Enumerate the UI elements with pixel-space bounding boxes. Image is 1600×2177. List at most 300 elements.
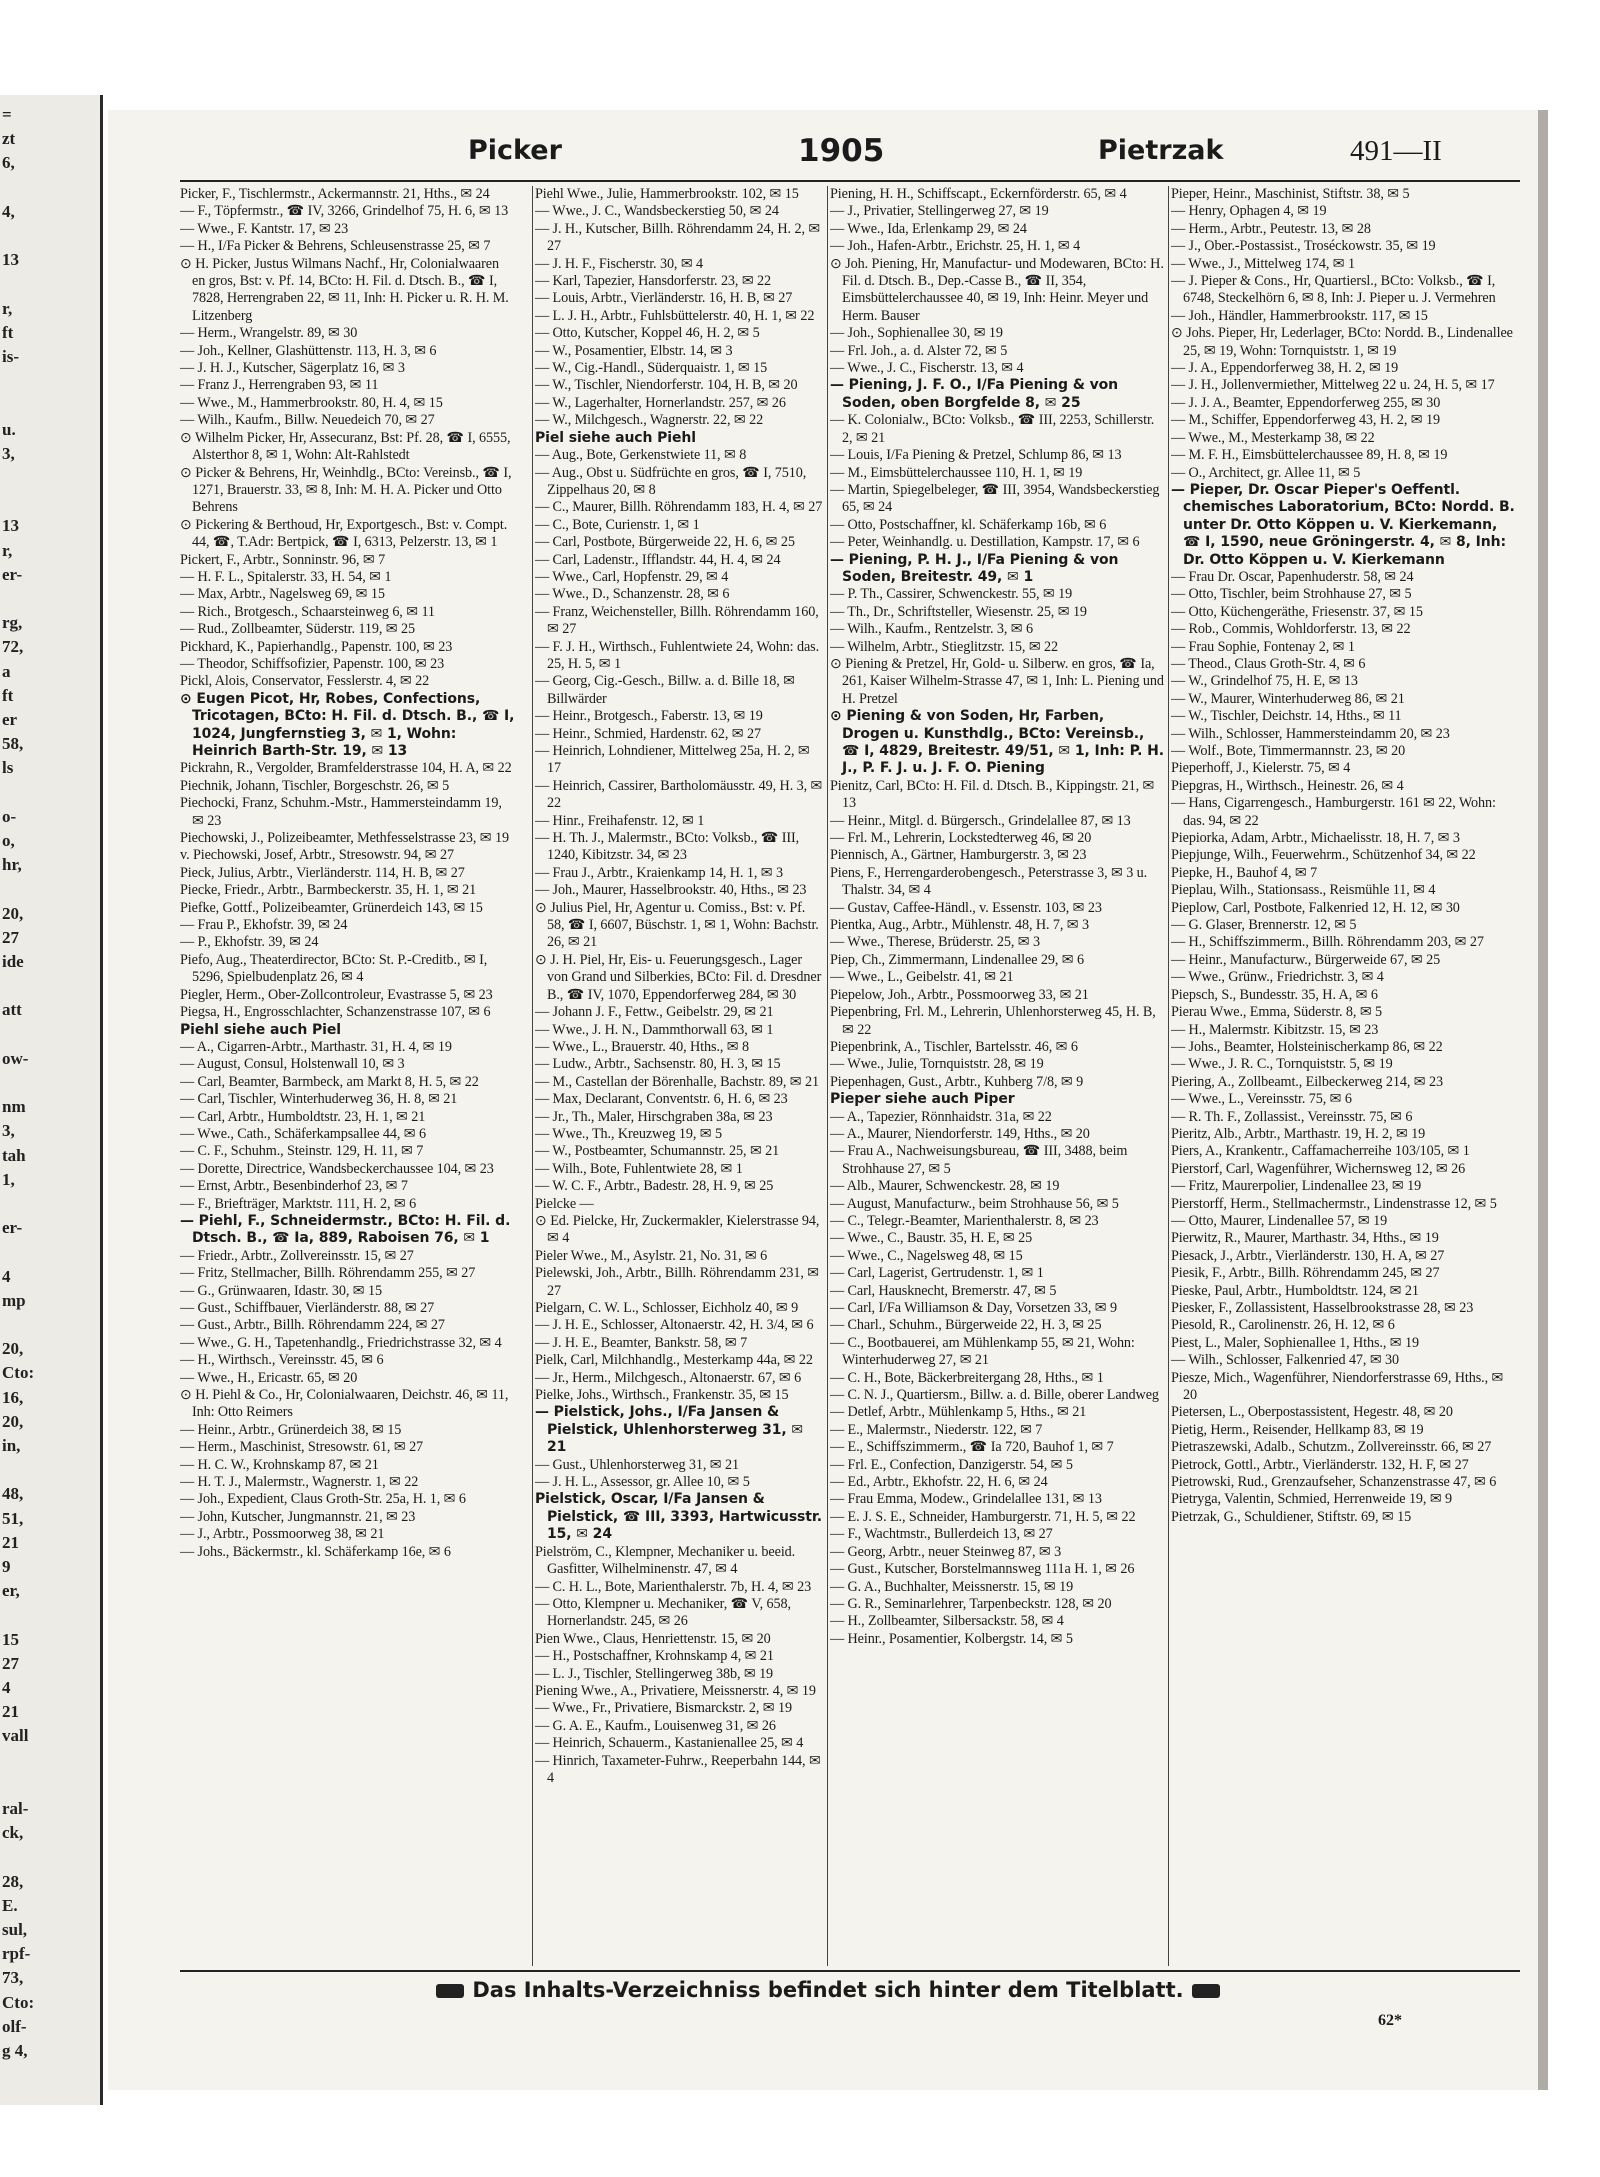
- directory-entry: — Louis, Arbtr., Vierländerstr. 16, H. B, ✉ 27: [535, 290, 793, 307]
- directory-entry: — Heinr., Arbtr., Grünerdeich 38, ✉ 15: [180, 1421, 402, 1438]
- directory-entry: — Wwe., Julie, Tornquiststr. 28, ✉ 19: [830, 1056, 1044, 1073]
- adjacent-page-fragment: 15: [2, 1629, 19, 1649]
- directory-entry: ⊙ Piening & Pretzel, Hr, Gold- u. Silberw. en gros, ☎ Ia, 261, Kaiser Wilhelm-Strasse 47, ✉ 1, Inh: L. Piening und H. Pretzel: [830, 655, 1164, 707]
- directory-entry: — Heinr., Posamentier, Kolbergstr. 14, ✉ 5: [830, 1630, 1073, 1647]
- directory-entry: — Wilh., Bote, Fuhlentwiete 28, ✉ 1: [535, 1160, 743, 1177]
- directory-entry: Pietraszewski, Adalb., Schutzm., Zollvereinsstr. 66, ✉ 27: [1171, 1439, 1492, 1456]
- directory-entry: — Wwe., Th., Kreuzweg 19, ✉ 5: [535, 1125, 722, 1142]
- directory-entry: Piesze, Mich., Wagenführer, Niendorferstrasse 69, Hths., ✉ 20: [1171, 1369, 1504, 1404]
- directory-entry: — Frau Dr. Oscar, Papenhuderstr. 58, ✉ 24: [1171, 568, 1414, 585]
- adjacent-page-fragment: olf-: [2, 2016, 27, 2036]
- column-divider: [827, 186, 828, 1966]
- directory-entry: — Wilhelm, Arbtr., Stieglitzstr. 15, ✉ 22: [830, 638, 1059, 655]
- directory-entry: — W., Lagerhalter, Hornerlandstr. 257, ✉ 26: [535, 394, 786, 411]
- directory-entry: — Otto, Klempner u. Mechaniker, ☎ V, 658, Hornerlandstr. 245, ✉ 26: [535, 1595, 791, 1630]
- adjacent-page-fragment: o,: [2, 831, 15, 850]
- page-header: [108, 135, 1548, 175]
- directory-entry: Pierwitz, R., Maurer, Marthastr. 34, Hths., ✉ 19: [1171, 1230, 1439, 1247]
- directory-entry: — W., Maurer, Winterhuderweg 86, ✉ 21: [1171, 690, 1405, 707]
- directory-entry: — W., Cig.-Handl., Süderquaistr. 1, ✉ 15: [535, 360, 768, 377]
- directory-entry: — Martin, Spiegelbeleger, ☎ III, 3954, Wandsbeckerstieg 65, ✉ 24: [830, 481, 1160, 516]
- directory-entry: — Johann J. F., Fettw., Geibelstr. 29, ✉ 21: [535, 1004, 774, 1021]
- adjacent-page-fragment: 4: [2, 1678, 11, 1697]
- directory-entry: ⊙ Johs. Pieper, Hr, Lederlager, BCto: Nordd. B., Lindenallee 25, ✉ 19, Wohn: Tornquiststr. 1, ✉ 19: [1171, 325, 1513, 359]
- adjacent-page-fragment: 4,: [2, 201, 15, 221]
- directory-entry: Pieplow, Carl, Postbote, Falkenried 12, H. 12, ✉ 30: [1171, 899, 1460, 916]
- directory-entry: — Pieper, Dr. Oscar Pieper's Oeffentl. chemisches Laboratorium, BCto: Nordd. B. unter Dr. Otto Köppen u. V. Kierkemann, ☎ I, 1590, neue Gröningerstr. 4, ✉ 8, Inh: Dr. Otto Köppen u. V. Kierkemann: [1171, 481, 1515, 568]
- directory-entry: — Heinr., Manufacturw., Bürgerweide 67, ✉ 25: [1171, 951, 1441, 968]
- directory-entry: — Johs., Bäckermstr., kl. Schäferkamp 16e, ✉ 6: [180, 1543, 451, 1560]
- directory-entry: — F. J. H., Wirthsch., Fuhlentwiete 24, Wohn: das. 25, H. 5, ✉ 1: [535, 638, 820, 672]
- directory-entry: — J., Ober.-Postassist., Troséckowstr. 35, ✉ 19: [1171, 238, 1436, 255]
- directory-entry: — Th., Dr., Schriftsteller, Wiesenstr. 25, ✉ 19: [830, 603, 1087, 620]
- directory-entry: Pickhard, K., Papierhandlg., Papenstr. 100, ✉ 23: [180, 638, 453, 655]
- header-year: 1905: [798, 133, 885, 169]
- directory-entry: — Carl, Lagerist, Gertrudenstr. 1, ✉ 1: [830, 1265, 1044, 1282]
- directory-entry: — H. T. J., Malermstr., Wagnerstr. 1, ✉ 22: [180, 1474, 419, 1491]
- directory-entry: — Theod., Claus Groth-Str. 4, ✉ 6: [1171, 655, 1366, 672]
- directory-entry: — Carl, Ladenstr., Ifflandstr. 44, H. 4, ✉ 24: [535, 551, 781, 568]
- directory-page: [108, 110, 1548, 2090]
- directory-entry: — G., Grünwaaren, Idastr. 30, ✉ 15: [180, 1282, 382, 1299]
- directory-entry: — Wilh., Schlosser, Hammersteindamm 20, ✉ 23: [1171, 725, 1450, 742]
- directory-entry: — Carl, Tischler, Winterhuderweg 36, H. 8, ✉ 21: [180, 1091, 458, 1108]
- directory-entry: — Gust., Arbtr., Billh. Röhrendamm 224, ✉ 27: [180, 1317, 445, 1334]
- directory-entry: — Joh., Hafen-Arbtr., Erichstr. 25, H. 1, ✉ 4: [830, 238, 1081, 255]
- directory-entry: ⊙ Piening & von Soden, Hr, Farben, Drogen u. Kunsthdlg., BCto: Vereinsb., ☎ I, 4829, Breitestr. 49/51, ✉ 1, Inh: P. H. J., P. F. J. u. J. F. O. Piening: [830, 708, 1164, 777]
- directory-entry: — Detlef, Arbtr., Mühlenkamp 5, Hths., ✉ 21: [830, 1404, 1087, 1421]
- adjacent-page-fragment: 20,: [2, 903, 24, 923]
- directory-entry: Piest, L., Maler, Sophienallee 1, Hths., ✉ 19: [1171, 1334, 1419, 1351]
- directory-entry: ⊙ J. H. Piel, Hr, Eis- u. Feuerungsgesch., Lager von Grand und Silberkies, BCto: Fil. d. Dresdner B., ☎ IV, 1070, Eppendorferweg 284, ✉ 30: [535, 951, 822, 1003]
- directory-entry: — Charl., Schuhm., Bürgerweide 22, H. 3, ✉ 25: [830, 1317, 1102, 1334]
- directory-entry: — G. A., Buchhalter, Meissnerstr. 15, ✉ 19: [830, 1578, 1074, 1595]
- adjacent-page-fragment: 48,: [2, 1484, 24, 1504]
- directory-entry: — O., Architect, gr. Allee 11, ✉ 5: [1171, 464, 1361, 481]
- directory-entry: — Herm., Arbtr., Peutestr. 13, ✉ 28: [1171, 220, 1371, 237]
- directory-entry: Piechocki, Franz, Schuhm.-Mstr., Hammersteindamm 19, ✉ 23: [180, 795, 502, 829]
- directory-entry: — G. Glaser, Brennerstr. 12, ✉ 5: [1171, 917, 1357, 934]
- directory-entry: — Karl, Tapezier, Hansdorferstr. 23, ✉ 22: [535, 273, 772, 290]
- directory-entry: Pielgarn, C. W. L., Schlosser, Eichholz 40, ✉ 9: [535, 1300, 799, 1316]
- directory-entry: — Hinrich, Taxameter-Fuhrw., Reeperbahn 144, ✉ 4: [535, 1752, 821, 1786]
- adjacent-page-fragment: att: [2, 1000, 22, 1020]
- directory-entry: — C., Bote, Curienstr. 1, ✉ 1: [535, 516, 700, 533]
- directory-entry: Piepelow, Joh., Arbtr., Possmoorweg 33, ✉ 21: [830, 986, 1089, 1003]
- directory-entry: — H., Malermstr. Kibitzstr. 15, ✉ 23: [1171, 1021, 1379, 1038]
- directory-entry: — Wwe., C., Nagelsweg 48, ✉ 15: [830, 1247, 1023, 1264]
- directory-entry: Pienitz, Carl, BCto: H. Fil. d. Dtsch. B., Kippingstr. 21, ✉ 13: [830, 777, 1155, 812]
- directory-entry: Piehl Wwe., Julie, Hammerbrookstr. 102, ✉ 15: [535, 186, 799, 202]
- directory-entry: Piepjunge, Wilh., Feuerwehrm., Schützenhof 34, ✉ 22: [1171, 847, 1476, 864]
- directory-entry: Pierstorff, Herm., Stellmachermstr., Lindenstrasse 12, ✉ 5: [1171, 1195, 1497, 1212]
- directory-entry: — Wwe., Carl, Hopfenstr. 29, ✉ 4: [535, 568, 729, 585]
- adjacent-page-fragment: 6,: [2, 153, 15, 173]
- directory-entry: Pickert, F., Arbtr., Sonninstr. 96, ✉ 7: [180, 551, 386, 568]
- directory-entry: — Joh., Kellner, Glashüttenstr. 113, H. 3, ✉ 6: [180, 342, 437, 359]
- directory-entry: — Heinrich, Lohndiener, Mittelweg 25a, H. 2, ✉ 17: [535, 743, 810, 777]
- directory-entry: — Wwe., Ida, Erlenkamp 29, ✉ 24: [830, 220, 1027, 237]
- directory-entry: — Franz J., Herrengraben 93, ✉ 11: [180, 377, 379, 394]
- directory-entry: Pickrahn, R., Vergolder, Bramfelderstrasse 104, H. A, ✉ 22: [180, 760, 512, 777]
- directory-entry: ⊙ Eugen Picot, Hr, Robes, Confections, Tricotagen, BCto: H. Fil. d. Dtsch. B., ☎ I, 1024, Jungfernstieg 3, ✉ 1, Wohn: Heinrich Barth-Str. 19, ✉ 13: [180, 690, 515, 759]
- header-first-name: Picker: [468, 135, 562, 166]
- adjacent-page-fragment: 27: [2, 927, 19, 947]
- adjacent-page-fragment: 4: [2, 1266, 11, 1286]
- directory-entry: — Wwe., J., Mittelweg 174, ✉ 1: [1171, 255, 1355, 272]
- directory-entry: — Georg, Arbtr., neuer Steinweg 87, ✉ 3: [830, 1543, 1062, 1560]
- directory-entry: — W., Tischler, Niendorferstr. 104, H. B, ✉ 20: [535, 377, 798, 394]
- directory-column-3: [830, 186, 1165, 1966]
- directory-entry: Piesker, F., Zollassistent, Hasselbrookstrasse 28, ✉ 23: [1171, 1300, 1474, 1316]
- directory-entry: — Wwe., L., Geibelstr. 41, ✉ 21: [830, 969, 1014, 986]
- directory-entry: — Wwe., C., Baustr. 35, H. E, ✉ 25: [830, 1230, 1033, 1247]
- adjacent-page-fragment: ck,: [2, 1823, 24, 1843]
- directory-entry: Piepsch, S., Bundesstr. 35, H. A, ✉ 6: [1171, 986, 1378, 1003]
- directory-entry: — Wilh., Kaufm., Billw. Neuedeich 70, ✉ 27: [180, 412, 435, 429]
- directory-entry: — Wolf., Bote, Timmermannstr. 23, ✉ 20: [1171, 743, 1406, 759]
- directory-entry: Pieritz, Alb., Arbtr., Marthastr. 19, H. 2, ✉ 19: [1171, 1125, 1426, 1142]
- directory-entry: — Wwe., Therese, Brüderstr. 25, ✉ 3: [830, 934, 1040, 951]
- adjacent-page-fragment: a: [2, 661, 11, 681]
- adjacent-page-fragment: 13: [2, 250, 19, 270]
- directory-entry: ⊙ H. Picker, Justus Wilmans Nachf., Hr, Colonialwaaren en gros, Bst: v. Pf. 14, BCto: H. Fil. d. Dtsch. B., ☎ I, 7828, Herrengraben 22, ✉ 11, Inh: H. Picker u. R. H. M. Litzenberg: [180, 255, 509, 324]
- page-number: 491—II: [1350, 135, 1442, 167]
- directory-entry: Piesack, J., Arbtr., Vierländerstr. 130, H. A, ✉ 27: [1171, 1247, 1445, 1264]
- directory-entry: Piennisch, A., Gärtner, Hamburgerstr. 3, ✉ 23: [830, 847, 1087, 864]
- header-rule: [180, 180, 1520, 182]
- directory-entry: Pielcke —: [535, 1195, 594, 1212]
- pointing-hand-right-icon: [1192, 1984, 1220, 1998]
- adjacent-page-fragment: ft: [2, 685, 14, 705]
- directory-entry: — Fritz, Maurerpolier, Lindenallee 23, ✉ 19: [1171, 1178, 1422, 1195]
- directory-entry: Piering, A., Zollbeamt., Eilbeckerweg 214, ✉ 23: [1171, 1073, 1443, 1090]
- directory-entry: Pielstick, Oscar, I/Fa Jansen & Pielstick, ☎ III, 3393, Hartwicusstr. 15, ✉ 24: [535, 1491, 822, 1543]
- adjacent-page-fragment: hr,: [2, 855, 22, 875]
- directory-entry: ⊙ Ed. Pielcke, Hr, Zuckermakler, Kielerstrasse 94, ✉ 4: [535, 1212, 820, 1247]
- directory-entry: — Theodor, Schiffsofizier, Papenstr. 100, ✉ 23: [180, 655, 445, 672]
- directory-entry: — P. Th., Cassirer, Schwenckestr. 55, ✉ 19: [830, 586, 1073, 603]
- directory-entry: — C. N. J., Quartiersm., Billw. a. d. Bille, oberer Landweg: [830, 1387, 1159, 1404]
- directory-entry: — H., Zollbeamter, Silbersackstr. 58, ✉ 4: [830, 1613, 1064, 1630]
- directory-entry: — Wwe., F. Kantstr. 17, ✉ 23: [180, 220, 349, 237]
- directory-entry: Pietrock, Gottl., Arbtr., Vierländerstr. 132, H. F, ✉ 27: [1171, 1456, 1469, 1473]
- directory-entry: — Ludw., Arbtr., Sachsenstr. 80, H. 3, ✉ 15: [535, 1056, 781, 1073]
- directory-entry: Piechnik, Johann, Tischler, Borgeschstr. 26, ✉ 5: [180, 777, 450, 794]
- directory-entry: Pietrowski, Rud., Grenzaufseher, Schanzenstrasse 47, ✉ 6: [1171, 1474, 1497, 1491]
- directory-entry: Piers, A., Krankentr., Caffamacherreihe 103/105, ✉ 1: [1171, 1143, 1470, 1160]
- adjacent-page-fragment: rpf-: [2, 1944, 31, 1964]
- directory-entry: — J., Arbtr., Possmoorweg 38, ✉ 21: [180, 1526, 385, 1543]
- directory-entry: — E. J. S. E., Schneider, Hamburgerstr. 71, H. 5, ✉ 22: [830, 1508, 1136, 1525]
- directory-entry: — Ed., Arbtr., Ekhofstr. 22, H. 6, ✉ 24: [830, 1474, 1048, 1491]
- adjacent-page-fragment: zt: [2, 129, 16, 149]
- directory-entry: — K. Colonialw., BCto: Volksb., ☎ III, 2253, Schillerstr. 2, ✉ 21: [830, 412, 1155, 446]
- directory-entry: — Rud., Zollbeamter, Süderstr. 119, ✉ 25: [180, 621, 415, 638]
- footer-notice-text: Das Inhalts-Verzeichniss befindet sich hinter dem Titelblatt.: [472, 1978, 1184, 2002]
- directory-entry: — Wwe., M., Hammerbrookstr. 80, H. 4, ✉ 15: [180, 394, 443, 411]
- directory-entry: — Wilh., Schlosser, Falkenried 47, ✉ 30: [1171, 1352, 1400, 1369]
- directory-entry: Piepenbring, Frl. M., Lehrerin, Uhlenhorsterweg 45, H. B, ✉ 22: [830, 1004, 1156, 1038]
- directory-entry: — Georg, Cig.-Gesch., Billw. a. d. Bille 18, ✉ Billwärder: [535, 673, 795, 707]
- directory-entry: Pieler Wwe., M., Asylstr. 21, No. 31, ✉ 6: [535, 1247, 768, 1264]
- adjacent-page-fragment: ls: [2, 758, 14, 778]
- directory-entry: — Gust., Uhlenhorsterweg 31, ✉ 21: [535, 1456, 740, 1473]
- adjacent-page-fragment: 51,: [2, 1508, 24, 1528]
- directory-entry: — M. F. H., Eimsbüttelerchaussee 89, H. 8, ✉ 19: [1171, 447, 1448, 464]
- directory-entry: — Carl, Arbtr., Humboldtstr. 23, H. 1, ✉ 21: [180, 1108, 426, 1125]
- directory-entry: — J. Pieper & Cons., Hr, Quartiersl., BCto: Volksb., ☎ I, 6748, Steckelhörn 6, ✉ 8, Inh: J. Pieper u. J. Vermehren: [1171, 273, 1496, 307]
- directory-entry: Piesik, F., Arbtr., Billh. Röhrendamm 245, ✉ 27: [1171, 1265, 1440, 1282]
- directory-entry: — M., Eimsbüttelerchaussee 110, H. 1, ✉ 19: [830, 464, 1083, 481]
- directory-entry: — C. H., Bote, Bäckerbreitergang 28, Hths., ✉ 1: [830, 1369, 1104, 1386]
- adjacent-page-fragment: 13: [2, 516, 19, 536]
- directory-entry: ⊙ Wilhelm Picker, Hr, Assecuranz, Bst: Pf. 28, ☎ I, 6555, Alsterthor 8, ✉ 1, Wohn: Alt-Rahlstedt: [180, 429, 511, 464]
- directory-column-4: [1171, 186, 1516, 1966]
- directory-entry: — J. H. L., Assessor, gr. Allee 10, ✉ 5: [535, 1474, 750, 1491]
- directory-entry: — Aug., Obst u. Südfrüchte en gros, ☎ I, 7510, Zippelhaus 20, ✉ 8: [535, 464, 807, 498]
- directory-entry: Pielström, C., Klempner, Mechaniker u. beeid. Gasfitter, Wilhelminenstr. 47, ✉ 4: [535, 1543, 796, 1578]
- directory-entry: — Wilh., Kaufm., Rentzelstr. 3, ✉ 6: [830, 621, 1034, 638]
- column-divider: [1168, 186, 1169, 1966]
- directory-entry: — C. F., Schuhm., Steinstr. 129, H. 11, ✉ 7: [180, 1143, 424, 1160]
- directory-entry: — Wwe., Grünw., Friedrichstr. 3, ✉ 4: [1171, 969, 1384, 986]
- adjacent-page-fragment: mp: [2, 1290, 26, 1310]
- directory-entry: — C., Maurer, Billh. Röhrendamm 183, H. 4, ✉ 27: [535, 499, 823, 516]
- directory-entry: Pieske, Paul, Arbtr., Humboldtstr. 124, ✉ 21: [1171, 1282, 1419, 1299]
- adjacent-page-fragment: 3,: [2, 1121, 15, 1141]
- directory-entry: — Gust., Kutscher, Borstelmannsweg 111a H. 1, ✉ 26: [830, 1561, 1135, 1578]
- directory-entry: — Wwe., L., Brauerstr. 40, Hths., ✉ 8: [535, 1038, 750, 1055]
- directory-entry: — J. A., Eppendorferweg 38, H. 2, ✉ 19: [1171, 360, 1399, 377]
- directory-entry: Piepenbrink, A., Tischler, Bartelsstr. 46, ✉ 6: [830, 1038, 1078, 1055]
- directory-entry: — Wwe., D., Schanzenstr. 28, ✉ 6: [535, 586, 730, 603]
- directory-entry: — Frau Sophie, Fontenay 2, ✉ 1: [1171, 638, 1355, 655]
- adjacent-page-fragment: u.: [2, 419, 16, 439]
- directory-entry: — Wwe., M., Mesterkamp 38, ✉ 22: [1171, 429, 1375, 446]
- directory-entry: — J. H. F., Fischerstr. 30, ✉ 4: [535, 255, 704, 272]
- adjacent-page-fragment: er,: [2, 1581, 20, 1601]
- directory-entry: — W. C. F., Arbtr., Badestr. 28, H. 9, ✉ 25: [535, 1178, 774, 1195]
- directory-entry: — Dorette, Directrice, Wandsbeckerchaussee 104, ✉ 23: [180, 1160, 494, 1177]
- directory-entry: Pieper siehe auch Piper: [830, 1091, 1015, 1108]
- directory-entry: Pierau Wwe., Emma, Süderstr. 8, ✉ 5: [1171, 1004, 1383, 1021]
- directory-entry: — Carl, Hausknecht, Bremerstr. 47, ✉ 5: [830, 1282, 1057, 1299]
- directory-entry: Piening Wwe., A., Privatiere, Meissnerstr. 4, ✉ 19: [535, 1682, 816, 1699]
- directory-entry: — L. J., Tischler, Stellingerweg 38b, ✉ 19: [535, 1665, 774, 1682]
- adjacent-page-fragment: 20,: [2, 1339, 24, 1359]
- adjacent-page-fragment: 16,: [2, 1387, 24, 1407]
- directory-entry: — Piening, J. F. O., I/Fa Piening & von Soden, oben Borgfelde 8, ✉ 25: [830, 377, 1119, 411]
- directory-entry: — Rob., Commis, Wohldorferstr. 13, ✉ 22: [1171, 621, 1411, 638]
- directory-entry: — Fritz, Stellmacher, Billh. Röhrendamm 255, ✉ 27: [180, 1265, 476, 1282]
- directory-entry: — J. H. J., Kutscher, Sägerplatz 16, ✉ 3: [180, 360, 405, 377]
- directory-entry: — H., Postschaffner, Krohnskamp 4, ✉ 21: [535, 1648, 774, 1665]
- directory-entry: ⊙ H. Piehl & Co., Hr, Colonialwaaren, Deichstr. 46, ✉ 11, Inh: Otto Reimers: [180, 1387, 509, 1421]
- directory-entry: — F., Töpfermstr., ☎ IV, 3266, Grindelhof 75, H. 6, ✉ 13: [180, 203, 509, 220]
- directory-entry: — A., Maurer, Niendorferstr. 149, Hths., ✉ 20: [830, 1125, 1090, 1142]
- directory-entry: — Max, Arbtr., Nagelsweg 69, ✉ 15: [180, 586, 385, 603]
- directory-entry: Piepgras, H., Wirthsch., Heinestr. 26, ✉ 4: [1171, 777, 1404, 794]
- directory-entry: — W., Postbeamter, Schumannstr. 25, ✉ 21: [535, 1143, 780, 1160]
- directory-entry: — Wwe., J. R. C., Tornquiststr. 5, ✉ 19: [1171, 1056, 1393, 1073]
- directory-entry: — Jr., Herm., Milchgesch., Altonaerstr. 67, ✉ 6: [535, 1369, 802, 1386]
- directory-entry: — Wwe., J. C., Wandsbeckerstieg 50, ✉ 24: [535, 203, 779, 220]
- adjacent-page-fragment: 20,: [2, 1411, 24, 1431]
- directory-entry: — L. J. H., Arbtr., Fuhlsbüttelerstr. 40, H. 1, ✉ 22: [535, 307, 815, 324]
- directory-entry: — Piening, P. H. J., I/Fa Piening & von Soden, Breitestr. 49, ✉ 1: [830, 551, 1119, 585]
- adjacent-page-fragment: Cto:: [2, 1363, 35, 1383]
- directory-entry: Pieperhoff, J., Kielerstr. 75, ✉ 4: [1171, 760, 1351, 777]
- directory-entry: — A., Tapezier, Rönnhaidstr. 31a, ✉ 22: [830, 1108, 1052, 1125]
- directory-entry: — C. H. L., Bote, Marienthalerstr. 7b, H. 4, ✉ 23: [535, 1578, 812, 1595]
- directory-entry: — Frau J., Arbtr., Kraienkamp 14, H. 1, ✉ 3: [535, 864, 783, 881]
- directory-entry: Piep, Ch., Zimmermann, Lindenallee 29, ✉ 6: [830, 951, 1084, 968]
- directory-entry: — P., Ekhofstr. 39, ✉ 24: [180, 934, 319, 951]
- directory-entry: Piesold, R., Carolinenstr. 26, H. 12, ✉ 6: [1171, 1317, 1395, 1334]
- adjacent-page-fragment: r,: [2, 540, 13, 560]
- adjacent-page-fragment: 58,: [2, 734, 24, 754]
- adjacent-page-fragment: er: [2, 710, 18, 729]
- adjacent-page-fragment: is-: [2, 347, 19, 366]
- directory-entry: — Otto, Küchengeräthe, Friesenstr. 37, ✉ 15: [1171, 603, 1423, 620]
- directory-entry: Pielke, Johs., Wirthsch., Frankenstr. 35, ✉ 15: [535, 1387, 789, 1404]
- directory-entry: — Wwe., L., Vereinsstr. 75, ✉ 6: [1171, 1091, 1352, 1108]
- directory-entry: — Frau P., Ekhofstr. 39, ✉ 24: [180, 917, 348, 934]
- directory-entry: — Wwe., J. C., Fischerstr. 13, ✉ 4: [830, 360, 1024, 377]
- directory-entry: Piechowski, J., Polizeibeamter, Methfesselstrasse 23, ✉ 19: [180, 830, 510, 847]
- directory-entry: Pientka, Aug., Arbtr., Mühlenstr. 48, H. 7, ✉ 3: [830, 917, 1090, 934]
- directory-entry: — Pielstick, Johs., I/Fa Jansen & Pielstick, Uhlenhorsterweg 31, ✉ 21: [535, 1404, 804, 1456]
- directory-entry: Pielk, Carl, Milchhandlg., Mesterkamp 44a, ✉ 22: [535, 1352, 813, 1369]
- adjacent-page-fragment: 28,: [2, 1871, 24, 1891]
- adjacent-page-fragment: tah: [2, 1145, 26, 1165]
- header-last-name: Pietrzak: [1098, 135, 1224, 166]
- footer-rule: [180, 1970, 1520, 1972]
- directory-entry: — Heinr., Schmied, Hardenstr. 62, ✉ 27: [535, 725, 761, 742]
- directory-entry: Piegsa, H., Engrosschlachter, Schanzenstrasse 107, ✉ 6: [180, 1004, 491, 1021]
- directory-entry: — C., Bootbauerei, am Mühlenkamp 55, ✉ 21, Wohn: Winterhuderweg 27, ✉ 21: [830, 1334, 1135, 1369]
- directory-entry: — Frl. M., Lehrerin, Lockstedterweg 46, ✉ 20: [830, 830, 1092, 847]
- adjacent-page-fragment: 9: [2, 1557, 11, 1576]
- directory-entry: Pickl, Alois, Conservator, Fesslerstr. 4, ✉ 22: [180, 673, 430, 690]
- directory-entry: — Otto, Tischler, beim Strohhause 27, ✉ 5: [1171, 586, 1412, 603]
- directory-entry: Piefke, Gottf., Polizeibeamter, Grünerdeich 143, ✉ 15: [180, 899, 483, 916]
- directory-entry: — J., Privatier, Stellingerweg 27, ✉ 19: [830, 203, 1049, 220]
- directory-entry: — A., Cigarren-Arbtr., Marthastr. 31, H. 4, ✉ 19: [180, 1038, 452, 1055]
- directory-entry: — Frl. Joh., a. d. Alster 72, ✉ 5: [830, 342, 1008, 359]
- directory-entry: — Piehl, F., Schneidermstr., BCto: H. Fil. d. Dtsch. B., ☎ Ia, 889, Raboisen 76, ✉ 1: [180, 1212, 511, 1247]
- directory-entry: — Jr., Th., Maler, Hirschgraben 38a, ✉ 23: [535, 1108, 773, 1125]
- directory-entry: — Joh., Sophienallee 30, ✉ 19: [830, 325, 1003, 342]
- directory-entry: — H., Wirthsch., Vereinsstr. 45, ✉ 6: [180, 1352, 384, 1369]
- adjacent-page-fragment: ow-: [2, 1048, 29, 1068]
- directory-entry: — Heinrich, Schauerm., Kastanienallee 25, ✉ 4: [535, 1735, 804, 1752]
- directory-entry: Picker, F., Tischlermstr., Ackermannstr. 21, Hths., ✉ 24: [180, 186, 490, 202]
- directory-column-1: [180, 186, 515, 1966]
- directory-entry: — Carl, Beamter, Barmbeck, am Markt 8, H. 5, ✉ 22: [180, 1073, 479, 1090]
- directory-entry: — Herm., Maschinist, Stresowstr. 61, ✉ 27: [180, 1439, 424, 1456]
- column-divider: [532, 186, 533, 1966]
- directory-entry: Pierstorf, Carl, Wagenführer, Wichernsweg 12, ✉ 26: [1171, 1160, 1466, 1177]
- directory-entry: — M., Castellan der Börenhalle, Bachstr. 89, ✉ 21: [535, 1073, 819, 1090]
- footer-notice: [108, 1978, 1548, 2002]
- directory-entry: Piepiorka, Adam, Arbtr., Michaelisstr. 18, H. 7, ✉ 3: [1171, 830, 1460, 847]
- directory-entry: Pieper, Heinr., Maschinist, Stiftstr. 38, ✉ 5: [1171, 186, 1410, 202]
- directory-entry: Piefo, Aug., Theaterdirector, BCto: St. P.-Creditb., ✉ I, 5296, Spielbudenplatz 26, ✉ 4: [180, 951, 488, 986]
- directory-entry: Pien Wwe., Claus, Henriettenstr. 15, ✉ 20: [535, 1630, 771, 1647]
- directory-entry: — Hans, Cigarrengesch., Hamburgerstr. 161 ✉ 22, Wohn: das. 94, ✉ 22: [1171, 795, 1496, 829]
- directory-entry: — Friedr., Arbtr., Zollvereinsstr. 15, ✉ 27: [180, 1247, 414, 1264]
- directory-entry: Pietersen, L., Oberpostassistent, Hegestr. 48, ✉ 20: [1171, 1404, 1453, 1421]
- adjacent-page-fragment: 1,: [2, 1169, 15, 1189]
- directory-entry: — Carl, Postbote, Bürgerweide 22, H. 6, ✉ 25: [535, 534, 795, 551]
- directory-entry: — Johs., Beamter, Holsteinischerkamp 86, ✉ 22: [1171, 1038, 1443, 1055]
- adjacent-page-fragment: o-: [2, 806, 17, 826]
- directory-entry: — Hinr., Freihafenstr. 12, ✉ 1: [535, 812, 705, 829]
- directory-entry: — R. Th. F., Zollassist., Vereinsstr. 75, ✉ 6: [1171, 1108, 1413, 1125]
- directory-entry: — W., Tischler, Deichstr. 14, Hths., ✉ 11: [1171, 708, 1402, 725]
- directory-entry: Pietrzak, G., Schuldiener, Stiftstr. 69, ✉ 15: [1171, 1508, 1412, 1525]
- directory-entry: — C., Telegr.-Beamter, Marienthalerstr. 8, ✉ 23: [830, 1212, 1099, 1229]
- directory-entry: — Louis, I/Fa Piening & Pretzel, Schlump 86, ✉ 13: [830, 447, 1122, 464]
- directory-entry: — G. A. E., Kaufm., Louisenweg 31, ✉ 26: [535, 1717, 776, 1734]
- adjacent-page-fragment: ral-: [2, 1799, 29, 1818]
- directory-entry: — Joh., Expedient, Claus Groth-Str. 25a, H. 1, ✉ 6: [180, 1491, 466, 1508]
- directory-entry: — Otto, Kutscher, Koppel 46, H. 2, ✉ 5: [535, 325, 760, 342]
- adjacent-page-fragment: r,: [2, 298, 13, 318]
- adjacent-page-fragment: nm: [2, 1097, 26, 1117]
- adjacent-page-fragment: =: [2, 105, 12, 124]
- directory-entry: ⊙ Joh. Piening, Hr, Manufactur- und Modewaren, BCto: H. Fil. d. Dtsch. B., Dep.-Casse B., ☎ II, 354, Eimsbüttelerchaussee 40, ✉ 19, Inh: Heinr. Meyer und Herm. Bauser: [830, 255, 1164, 324]
- directory-entry: — Peter, Weinhandlg. u. Destillation, Kampstr. 17, ✉ 6: [830, 534, 1140, 551]
- directory-entry: — F., Briefträger, Marktstr. 111, H. 2, ✉ 6: [180, 1195, 417, 1212]
- directory-entry: — E., Malermstr., Niederstr. 122, ✉ 7: [830, 1421, 1043, 1438]
- directory-entry: — H., Schiffszimmerm., Billh. Röhrendamm 203, ✉ 27: [1171, 934, 1484, 951]
- directory-entry: — W., Posamentier, Elbstr. 14, ✉ 3: [535, 342, 733, 359]
- directory-entry: — J. H. E., Schlosser, Altonaerstr. 42, H. 3/4, ✉ 6: [535, 1317, 814, 1334]
- directory-entry: Piel siehe auch Piehl: [535, 429, 696, 446]
- directory-entry: — H. Th. J., Malermstr., BCto: Volksb., ☎ III, 1240, Kibitzstr. 34, ✉ 23: [535, 830, 800, 864]
- directory-entry: — Frau A., Nachweisungsbureau, ☎ III, 3488, beim Strohhause 27, ✉ 5: [830, 1143, 1128, 1177]
- directory-entry: — G. R., Seminarlehrer, Tarpenbeckstr. 128, ✉ 20: [830, 1595, 1112, 1612]
- directory-entry: — Max, Declarant, Conventstr. 6, H. 6, ✉ 23: [535, 1091, 788, 1108]
- pointing-hand-left-icon: [436, 1984, 464, 1998]
- directory-entry: — Wwe., J. H. N., Dammthorwall 63, ✉ 1: [535, 1021, 774, 1038]
- directory-entry: — Otto, Postschaffner, kl. Schäferkamp 16b, ✉ 6: [830, 516, 1107, 533]
- directory-entry: Piepke, H., Bauhof 4, ✉ 7: [1171, 864, 1318, 881]
- directory-entry: — J. J. A., Beamter, Eppendorferweg 255, ✉ 30: [1171, 394, 1441, 411]
- directory-entry: v. Piechowski, Josef, Arbtr., Stresowstr. 94, ✉ 27: [180, 847, 454, 864]
- directory-entry: — Aug., Bote, Gerkenstwiete 11, ✉ 8: [535, 447, 747, 464]
- directory-entry: — Joh., Maurer, Hasselbrookstr. 40, Hths., ✉ 23: [535, 882, 807, 899]
- directory-entry: Piehl siehe auch Piel: [180, 1021, 341, 1038]
- printer-signature: 62*: [1378, 2012, 1402, 2029]
- directory-entry: — John, Kutscher, Jungmannstr. 21, ✉ 23: [180, 1508, 416, 1525]
- directory-entry: — J. H., Kutscher, Billh. Röhrendamm 24, H. 2, ✉ 27: [535, 220, 821, 255]
- adjacent-page-fragment: Cto:: [2, 1992, 35, 2012]
- directory-entry: Pietryga, Valentin, Schmied, Herrenweide 19, ✉ 9: [1171, 1491, 1453, 1508]
- directory-entry: — Heinrich, Cassirer, Bartholomäusstr. 49, H. 3, ✉ 22: [535, 777, 823, 812]
- adjacent-page-fragment: er-: [2, 1218, 23, 1238]
- directory-entry: ⊙ Pickering & Berthoud, Hr, Exportgesch., Bst: v. Compt. 44, ☎, T.Adr: Bertpick, ☎ I, 6313, Pelzerstr. 13, ✉ 1: [180, 516, 508, 551]
- directory-entry: — H. F. L., Spitalerstr. 33, H. 54, ✉ 1: [180, 568, 392, 585]
- directory-entry: — Joh., Händler, Hammerbrookstr. 117, ✉ 15: [1171, 307, 1428, 324]
- adjacent-page-fragment: E.: [2, 1895, 18, 1915]
- directory-entry: Pielewski, Joh., Arbtr., Billh. Röhrendamm 231, ✉ 27: [535, 1265, 820, 1299]
- directory-entry: — Wwe., G. H., Tapetenhandlg., Friedrichstrasse 32, ✉ 4: [180, 1334, 502, 1351]
- directory-entry: — W., Milchgesch., Wagnerstr. 22, ✉ 22: [535, 412, 764, 429]
